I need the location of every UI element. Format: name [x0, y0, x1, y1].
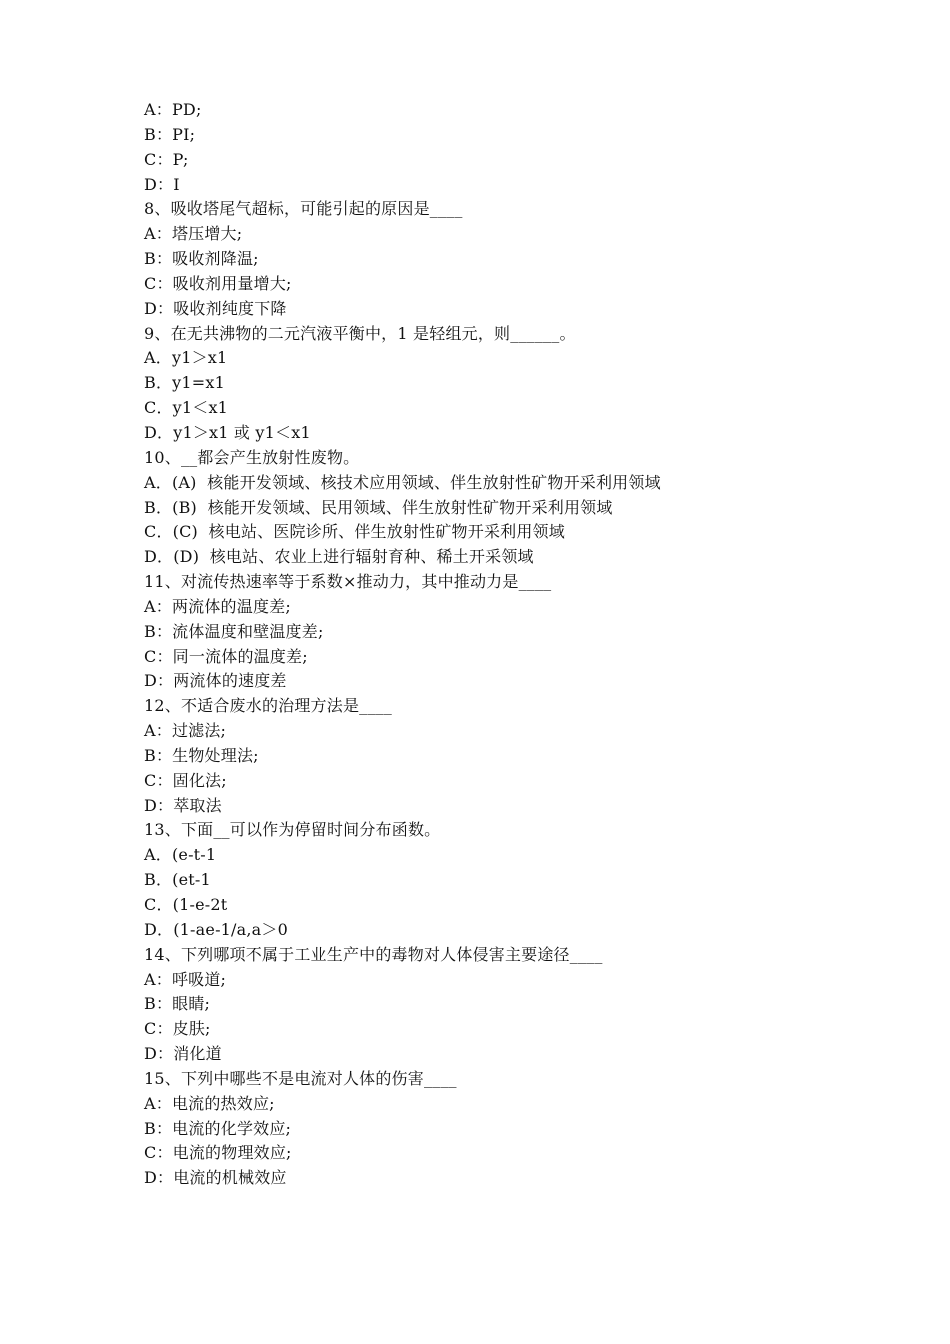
question-12: 12、不适合废水的治理方法是____ — [144, 696, 392, 716]
option-line: B：PI; — [144, 124, 196, 144]
option-line: D：电流的机械效应 — [144, 1168, 287, 1188]
option-line: A：两流体的温度差; — [144, 596, 291, 616]
option-line: C：固化法; — [144, 770, 227, 790]
option-line: B．(et-1 — [144, 870, 211, 890]
option-line: C：吸收剂用量增大; — [144, 273, 292, 293]
option-line: B．y1=x1 — [144, 373, 225, 393]
option-line: D：两流体的速度差 — [144, 671, 287, 691]
option-line: A：塔压增大; — [144, 224, 243, 244]
option-line: C：电流的物理效应; — [144, 1143, 292, 1163]
option-line: A：呼吸道; — [144, 969, 227, 989]
option-line: A．y1＞x1 — [144, 348, 228, 368]
option-line: D：消化道 — [144, 1044, 222, 1064]
option-line: B：眼睛; — [144, 994, 211, 1014]
option-line: A．(e-t-1 — [144, 845, 217, 865]
option-line: C：皮肤; — [144, 1019, 211, 1039]
option-line: D．(D) 核电站、农业上进行辐射育种、稀土开采领域 — [144, 547, 534, 567]
question-15: 15、下列中哪些不是电流对人体的伤害____ — [144, 1068, 457, 1088]
option-line: C．(C) 核电站、医院诊所、伴生放射性矿物开采利用领域 — [144, 522, 565, 542]
question-9: 9、在无共沸物的二元汽液平衡中，1 是轻组元，则______。 — [144, 323, 576, 343]
option-line: B：生物处理法; — [144, 745, 259, 765]
option-line: B：电流的化学效应; — [144, 1118, 292, 1138]
option-line: B．(B) 核能开发领域、民用领域、伴生放射性矿物开采利用领域 — [144, 497, 613, 517]
option-line: B：流体温度和壁温度差; — [144, 621, 324, 641]
option-line: A：电流的热效应; — [144, 1093, 275, 1113]
option-line: A：过滤法; — [144, 721, 227, 741]
option-line: D：I — [144, 174, 180, 194]
question-8: 8、吸收塔尾气超标，可能引起的原因是____ — [144, 199, 463, 219]
option-line: A．(A) 核能开发领域、核技术应用领域、伴生放射性矿物开采利用领域 — [144, 472, 661, 492]
option-line: D：萃取法 — [144, 795, 222, 815]
option-line: A：PD; — [144, 100, 202, 119]
question-13: 13、下面__可以作为停留时间分布函数。 — [144, 820, 441, 840]
option-line: C．y1＜x1 — [144, 398, 229, 418]
option-line: D：吸收剂纯度下降 — [144, 298, 287, 318]
option-line: C：同一流体的温度差; — [144, 646, 308, 666]
question-10: 10、__都会产生放射性废物。 — [144, 447, 360, 467]
question-11: 11、对流传热速率等于系数×推动力，其中推动力是____ — [144, 572, 552, 592]
question-text-block — [144, 98, 844, 1191]
option-line: B：吸收剂降温; — [144, 249, 259, 269]
option-line: C：P; — [144, 149, 189, 169]
option-line: C．(1-e-2t — [144, 895, 228, 914]
question-14: 14、下列哪项不属于工业生产中的毒物对人体侵害主要途径____ — [144, 944, 603, 964]
option-line: D．y1＞x1 或 y1＜x1 — [144, 422, 311, 442]
option-line: D．(1-ae-1/a,a＞0 — [144, 919, 288, 939]
